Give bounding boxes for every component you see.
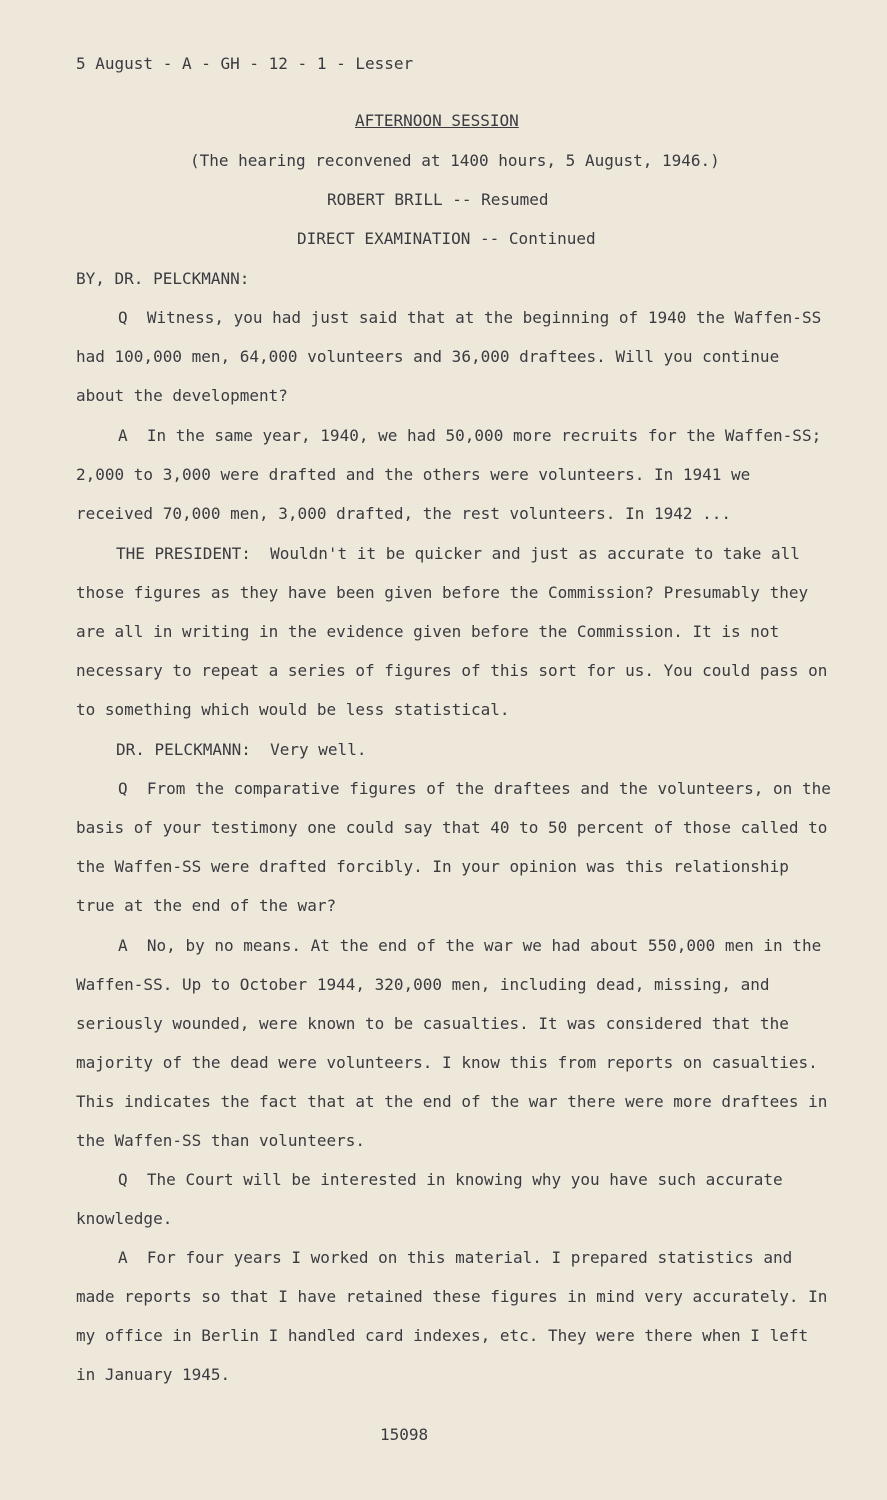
paragraph-text: The Court will be interested in knowing why you have such accurate knowledge. (76, 1170, 783, 1228)
session-title: AFTERNOON SESSION (355, 111, 519, 130)
paragraph-a-1 (76, 416, 836, 533)
speaker-label: Q (118, 1170, 128, 1189)
speaker-label: A (118, 936, 128, 955)
paragraph-text: No, by no means. At the end of the war we had about 550,000 men in the Waffen-SS. Up to October 1944, 320,000 men, including dead, missing, and seriously wounded, were known to be casualties. It was considered that the majority of the dead were volunteers. I know this from reports on casualties. This indicates the fact that at the end of the war there were more draftees in the Waffen-SS than volunteers. (76, 936, 828, 1150)
speaker-label: Q (118, 779, 128, 798)
paragraph-text: From the comparative figures of the draftees and the volunteers, on the basis of your testimony one could say that 40 to 50 percent of those called to the Waffen-SS were drafted forcibly. In your opinion was this relationship true at the end of the war? (76, 779, 831, 915)
paragraph-a-3 (76, 1238, 836, 1394)
paragraph-a-2 (76, 926, 836, 1160)
speaker-label: A (118, 1248, 128, 1267)
speaker-label: Q (118, 308, 128, 327)
paragraph-text: For four years I worked on this material. I prepared statistics and made reports so that I have retained these figures in mind very accurately. In my office in Berlin I handled card indexes, etc. They were there when I left in January 1945. (76, 1248, 828, 1384)
paragraph-text: Very well. (270, 740, 367, 759)
examination-line: DIRECT EXAMINATION -- Continued (297, 229, 596, 248)
paragraph-text: Wouldn't it be quicker and just as accurate to take all those figures as they have been given before the Commission? Presumably they are all in writing in the evidence given before the Commission. It is not necessary to repeat a series of figures of this sort for us. You could pass on to something which would be less statistical. (76, 544, 828, 719)
paragraph-president (76, 534, 836, 729)
paragraph-text: Witness, you had just said that at the beginning of 1940 the Waffen-SS had 100,000 men, 64,000 volunteers and 36,000 draftees. Will you continue about the development? (76, 308, 822, 405)
speaker-label: A (118, 426, 128, 445)
paragraph-q-1 (76, 298, 836, 415)
page-header: 5 August - A - GH - 12 - 1 - Lesser (76, 54, 414, 73)
witness-line: ROBERT BRILL -- Resumed (327, 190, 549, 209)
speaker-label: DR. PELCKMANN: (116, 740, 251, 759)
paragraph-q-3 (76, 1160, 836, 1238)
page-number: 15098 (380, 1425, 429, 1444)
paragraph-text: In the same year, 1940, we had 50,000 more recruits for the Waffen-SS; 2,000 to 3,000 were drafted and the others were volunteers. In 1941 we received 70,000 men, 3,000 drafted, the rest volunteers. In 1942 ... (76, 426, 822, 523)
reconvene-note: (The hearing reconvened at 1400 hours, 5 August, 1946.) (190, 151, 720, 170)
paragraph-pelckmann (76, 730, 836, 769)
examiner-line: BY, DR. PELCKMANN: (76, 269, 250, 288)
paragraph-q-2 (76, 769, 836, 925)
speaker-label: THE PRESIDENT: (116, 544, 251, 563)
